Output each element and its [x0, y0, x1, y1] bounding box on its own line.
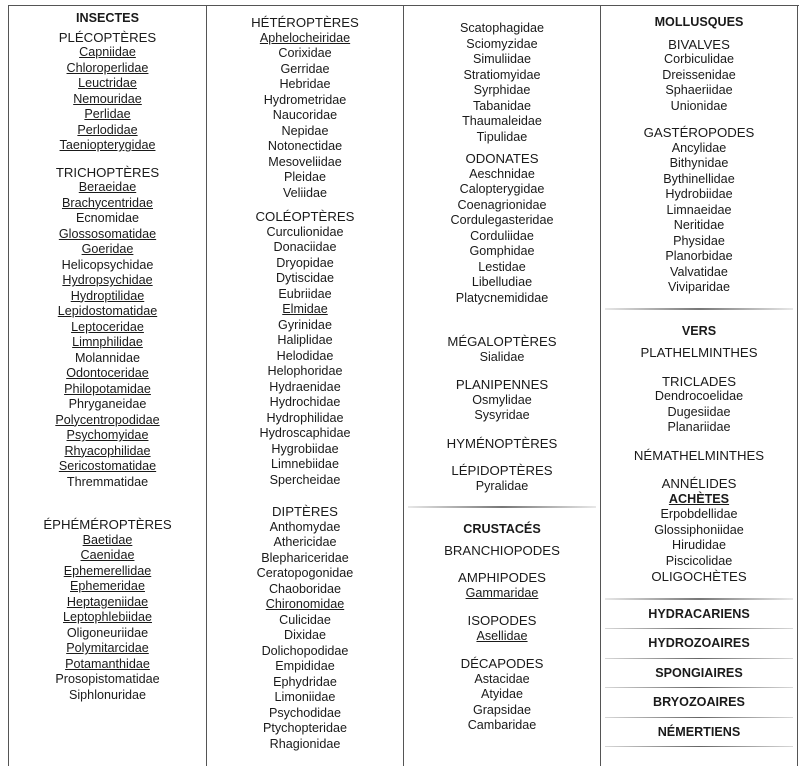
family-link[interactable]: Baetidae [82, 532, 133, 547]
family-name: Chaoboridae [268, 581, 342, 596]
family-name: Curculionidae [266, 224, 344, 239]
family-name: Physidae [673, 233, 725, 248]
family-name: Tipulidae [476, 129, 528, 144]
family-link[interactable]: Caenidae [80, 548, 135, 562]
order-triclades: TRICLADES [661, 373, 736, 389]
family-name: Sphaeriidae [665, 83, 733, 97]
family-name: Hygrobiidae [271, 441, 339, 456]
group-title: HYDROZOAIRES [648, 636, 750, 650]
family-link[interactable]: Nemouridae [73, 91, 142, 106]
family-link[interactable]: Potamanthidae [65, 656, 150, 671]
family-name: Bythinellidae [663, 171, 735, 186]
family-name: Dreissenidae [662, 67, 736, 82]
title-crustaces: CRUSTACÉS [463, 522, 541, 536]
list-ephemeropteres [9, 533, 206, 704]
family-name: Anthomydae [269, 519, 341, 534]
family-name: Sysyridae [474, 408, 530, 422]
family-link[interactable]: Gammaridae [465, 585, 539, 600]
family-name: Helophoridae [267, 364, 343, 378]
family-name: Culicidae [279, 612, 331, 627]
list-odonates [404, 167, 600, 307]
family-name: Hydrophilidae [266, 410, 344, 425]
family-name: Neritidae [673, 218, 725, 232]
family-name: Libelludiae [471, 275, 533, 289]
family-name: Viviparidae [667, 280, 731, 294]
family-link[interactable]: Brachycentridae [61, 195, 153, 210]
family-name: Dytiscidae [275, 271, 335, 285]
family-name: Ptychopteridae [262, 721, 347, 735]
family-name: Empididae [275, 659, 335, 673]
list-coleopteres [207, 225, 403, 489]
column-insectes [9, 6, 207, 766]
family-name: Coenagrionidae [457, 197, 547, 212]
family-name: Athericidae [273, 535, 337, 549]
family-name: Ecnomidae [75, 211, 139, 225]
family-name: Dolichopodidae [261, 643, 349, 658]
family-link[interactable]: Elmidae [282, 302, 328, 316]
family-name: Notonectidae [267, 139, 343, 153]
taxonomy-table [8, 5, 799, 766]
family-name: Gomphidae [469, 244, 535, 258]
order-amphipodes: AMPHIPODES [458, 570, 546, 585]
family-name: Hebridae [279, 77, 331, 91]
family-name: Corixidae [278, 46, 332, 60]
family-name: Calopterygidae [459, 182, 545, 196]
family-name: Nepidae [281, 123, 329, 138]
family-link[interactable]: Perlodidae [77, 122, 138, 137]
family-link[interactable]: Rhyacophilidae [64, 443, 151, 458]
order-megalopteres: MÉGALOPTÈRES [447, 334, 557, 349]
family-name: Hydroscaphidae [259, 426, 351, 440]
family-link[interactable]: Leuctridae [78, 76, 137, 90]
order-hymenopteres: HYMÉNOPTÈRES [446, 435, 558, 451]
family-name: Astacidae [474, 671, 530, 686]
family-link[interactable]: Psychomyidae [66, 428, 149, 442]
family-name: Hydrobiidae [665, 187, 733, 201]
list-dipteres [207, 520, 403, 753]
family-link[interactable]: Capniidae [79, 45, 136, 59]
list-lepidopteres [404, 479, 600, 495]
family-name: Atyidae [480, 687, 523, 701]
family-link[interactable]: Hydroptilidae [70, 288, 145, 303]
list-trichopteres [9, 180, 206, 490]
list-megalopteres [404, 350, 600, 366]
family-name: Scatophagidae [459, 21, 545, 35]
other-groups [601, 600, 797, 748]
family-name: Donaciidae [273, 240, 337, 254]
family-name: Planariidae [667, 420, 731, 434]
order-plathelminthes: PLATHELMINTHES [640, 345, 758, 360]
family-name: Ceratopogonidae [256, 566, 354, 580]
order-annelides: ANNÉLIDES [661, 476, 737, 491]
family-link[interactable]: Heptageniidae [66, 594, 149, 609]
family-link[interactable]: Limnphilidae [72, 335, 143, 349]
list-bivalves [601, 52, 797, 114]
family-name: Unionidae [670, 98, 728, 113]
family-name: Erpobdellidae [660, 507, 738, 521]
family-name: Hydrometridae [263, 92, 347, 107]
order-nemathelminthes: NÉMATHELMINTHES [633, 447, 765, 463]
family-link[interactable]: Hydropsychidae [62, 273, 153, 287]
family-link[interactable]: Polycentropodidae [55, 412, 160, 427]
family-link[interactable]: Glossosomatidae [58, 226, 157, 241]
family-name: Grapsidae [472, 702, 532, 717]
family-name: Platycnemididae [455, 290, 549, 305]
title-vers: VERS [681, 323, 717, 338]
family-link[interactable]: Lepidostomatidae [57, 304, 158, 318]
family-name: Corduliidae [470, 228, 534, 243]
family-name: Mesoveliidae [268, 154, 342, 169]
list-decapodes [404, 672, 600, 734]
family-name: Thaumaleidae [462, 114, 542, 128]
order-dipteres: DIPTÈRES [272, 504, 338, 519]
family-name: Dugesiidae [667, 404, 731, 419]
list-isopodes [404, 629, 600, 645]
family-link[interactable]: Sericostomatidae [58, 459, 157, 473]
family-name: Glossiphoniidae [654, 522, 744, 537]
family-name: Limoniidae [274, 690, 336, 704]
list-heteropteres [207, 31, 403, 202]
family-link[interactable]: Taeniopterygidae [59, 138, 156, 152]
order-oligochetes: OLIGOCHÈTES [651, 569, 747, 584]
family-name: Thremmatidae [66, 474, 149, 489]
family-link[interactable]: Perlidae [84, 107, 131, 121]
family-link[interactable]: Aphelocheiridae [259, 30, 351, 45]
column-2 [207, 6, 404, 766]
family-name: Sciomyzidae [466, 36, 538, 51]
family-name: Aeschnidae [469, 166, 535, 181]
family-name: Psychodidae [268, 705, 342, 720]
family-name: Eubriidae [278, 286, 332, 301]
family-link[interactable]: Ephemeridae [70, 579, 145, 593]
title-insectes: INSECTES [76, 11, 139, 25]
family-name: Phryganeidae [68, 397, 147, 411]
family-name: Tabanidae [472, 98, 532, 113]
family-link[interactable]: Philopotamidae [64, 381, 151, 396]
list-amphipodes [404, 586, 600, 602]
family-name: Cambaridae [467, 718, 537, 732]
family-name: Sialidae [479, 349, 525, 364]
family-link[interactable]: Polymitarcidae [66, 641, 149, 655]
family-name: Valvatidae [670, 264, 728, 279]
list-dipteres-continued [404, 21, 600, 145]
family-name: Hydraenidae [269, 379, 341, 394]
family-name: Lestidae [478, 259, 526, 274]
family-name: Syrphidae [473, 83, 531, 97]
group-title: SPONGIAIRES [655, 665, 743, 680]
family-name: Planorbidae [665, 249, 733, 263]
family-name: Stratiomyidae [463, 67, 541, 82]
family-name: Spercheidae [269, 472, 341, 487]
family-name: Simuliidae [472, 52, 532, 66]
family-name: Piscicolidae [665, 553, 733, 568]
family-link[interactable]: Leptoceridae [71, 319, 144, 334]
family-name: Molannidae [74, 350, 141, 365]
order-odonates: ODONATES [465, 151, 539, 166]
column-3 [404, 6, 601, 766]
family-name: Rhagionidae [269, 736, 341, 751]
group-title: NÉMERTIENS [657, 724, 741, 739]
order-bivalves: BIVALVES [668, 36, 730, 52]
order-coleopteres: COLÉOPTÈRES [255, 209, 355, 224]
order-ephemeropteres: ÉPHÉMÉROPTÈRES [43, 517, 172, 532]
family-name: Corbiculidae [663, 52, 734, 66]
family-name: Prosopistomatidae [55, 672, 160, 686]
family-name: Bithynidae [669, 156, 729, 170]
family-name: Hirudidae [672, 538, 726, 552]
family-link[interactable]: Odontoceridae [66, 366, 149, 380]
family-name: Siphlonuridae [68, 687, 147, 702]
family-name: Dryopidae [276, 255, 334, 270]
order-branchiopodes: BRANCHIOPODES [444, 542, 560, 558]
order-trichopteres: TRICHOPTÈRES [55, 164, 160, 180]
order-planipennes: PLANIPENNES [455, 377, 549, 392]
family-name: Ephydridae [273, 674, 337, 689]
family-name: Pleidae [283, 170, 326, 184]
family-name: Naucoridae [272, 108, 338, 122]
family-name: Limnaeidae [666, 202, 732, 217]
family-name: Haliplidae [277, 333, 333, 347]
family-name: Gerridae [280, 61, 330, 76]
family-link[interactable]: Chironomidae [265, 597, 345, 611]
title-mollusques: MOLLUSQUES [654, 15, 744, 29]
family-name: Dendrocoelidae [654, 389, 744, 403]
family-name: Blephariceridae [261, 550, 349, 565]
order-heteropteres: HÉTÉROPTÈRES [251, 15, 359, 30]
family-name: Osmylidae [472, 392, 532, 407]
family-link[interactable]: Ephemerellidae [63, 563, 152, 578]
column-4 [601, 6, 798, 766]
list-plecopteres [9, 45, 206, 154]
family-name: Ancylidae [671, 140, 727, 155]
family-name: Oligoneuriidae [66, 625, 149, 640]
list-achetes [601, 507, 797, 569]
family-name: Hydrochidae [269, 395, 341, 409]
order-isopodes: ISOPODES [467, 613, 537, 628]
family-name: Helodidae [276, 348, 334, 363]
family-name: Pyralidae [475, 478, 529, 493]
family-link[interactable]: Goeridae [81, 242, 134, 256]
divider [605, 746, 793, 747]
family-link[interactable]: Beraeidae [78, 180, 137, 194]
family-link[interactable]: Leptophlebiidae [63, 610, 152, 624]
order-lepidopteres: LÉPIDOPTÈRES [451, 463, 553, 478]
list-gasteropodes [601, 141, 797, 296]
list-triclades [601, 389, 797, 436]
family-name: Dixidae [284, 628, 326, 642]
family-link[interactable]: Asellidae [476, 628, 528, 643]
family-link[interactable]: Chloroperlidae [66, 60, 149, 75]
family-name: Cordulegasteridae [450, 213, 554, 227]
link-achetes[interactable]: ACHÈTES [668, 491, 730, 506]
list-planipennes [404, 393, 600, 424]
family-name: Gyrinidae [278, 317, 332, 332]
family-name: Veliidae [282, 185, 328, 200]
group-title: HYDRACARIENS [648, 606, 750, 621]
order-gasteropodes: GASTÉROPODES [643, 125, 755, 140]
family-name: Helicopsychidae [61, 257, 154, 272]
order-decapodes: DÉCAPODES [460, 656, 544, 671]
group-title: BRYOZOAIRES [653, 695, 745, 709]
family-name: Limnebiidae [271, 457, 339, 471]
order-plecopteres: PLÉCOPTÈRES [58, 29, 157, 45]
